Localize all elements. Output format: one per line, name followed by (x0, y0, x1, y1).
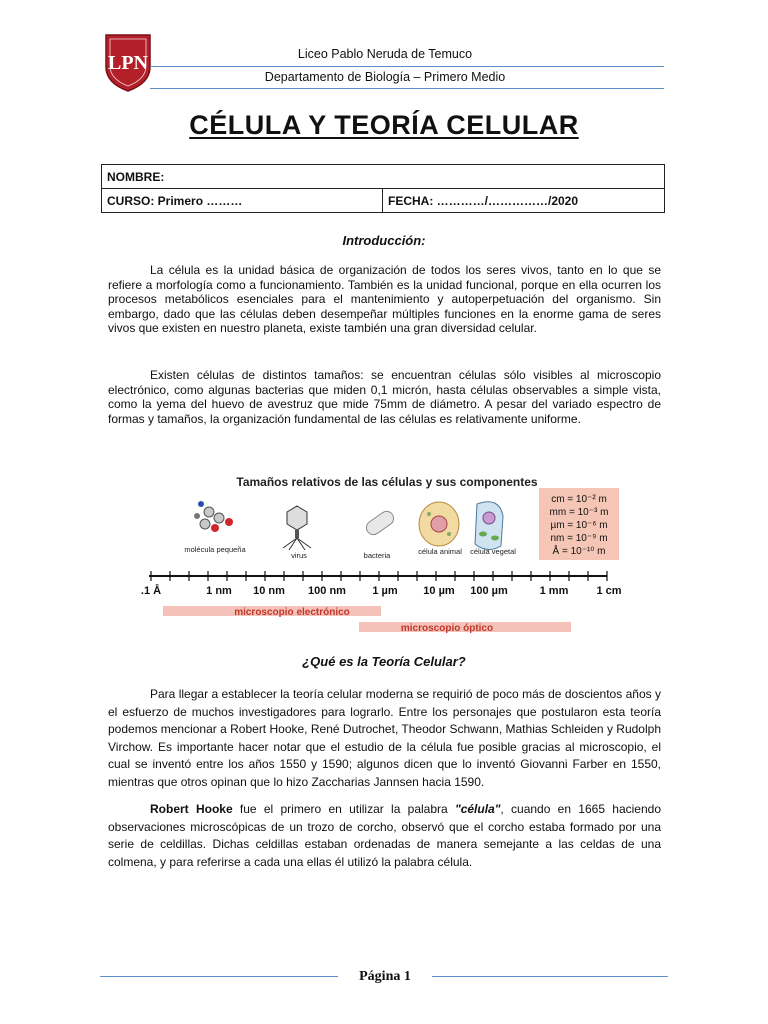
intro-heading: Introducción: (342, 233, 426, 248)
school-name: Liceo Pablo Neruda de Temuco (297, 47, 473, 61)
unit-label: mm = 10⁻³ m (549, 507, 609, 518)
student-info-table (101, 164, 665, 213)
footer-rule (432, 976, 668, 977)
theory-heading: ¿Qué es la Teoría Celular? (302, 654, 466, 669)
unit-label: nm = 10⁻⁹ m (550, 533, 608, 544)
optical-microscope-label: microscopio óptico (400, 623, 494, 634)
unit-label: cm = 10⁻² m (551, 494, 607, 505)
scale-label: 100 nm (308, 585, 346, 597)
small-molecule-illustration (194, 501, 233, 532)
plant-cell-illustration (475, 502, 503, 550)
header-rule (150, 88, 664, 89)
electron-microscope-label: microscopio electrónico (234, 607, 350, 618)
department-name: Departamento de Biología – Primero Medio (264, 70, 506, 84)
name-field: NOMBRE: (102, 165, 665, 189)
intro-paragraph-2: Existen células de distintos tamaños: se encuentran células sólo visibles al microscopio electrónico, como algunas bacterias que miden 0,1 micrón, hasta células observables a simple vista, como la yema del huevo de avestruz que mide 75mm de diámetro. A pesar del variado espectro de formas y tamaños, la organización fundamental de las células es relativamente uniforme. (108, 368, 661, 426)
header-rule (150, 66, 664, 67)
scale-label: 1 mm (539, 585, 569, 597)
bacteria-illustration (364, 509, 397, 538)
logo-text: LPN (108, 52, 148, 74)
item-label: bacteria (363, 551, 391, 560)
theory-paragraph-2: Robert Hooke fue el primero en utilizar la palabra "célula", cuando en 1665 haciendo observaciones microscópicas de un trozo de corcho, observó que el corcho estaba formado por una serie de celdillas. Dichas celdillas estaban ordenadas de manera semejante a las celdas de una colmena, y para referirse a cada una ellas él utilizó la palabra célula. (108, 802, 661, 869)
hooke-name: Robert Hooke (150, 802, 233, 816)
course-field: CURSO: Primero ……… (102, 189, 383, 213)
unit-label: Å = 10⁻¹⁰ m (552, 546, 606, 557)
scale-label: 1 nm (206, 585, 232, 597)
cell-word: "célula" (455, 802, 501, 816)
scale-label: .1 Å (140, 585, 162, 597)
cell-size-figure (137, 466, 629, 638)
animal-cell-illustration (419, 502, 459, 546)
scale-label: 10 µm (423, 585, 455, 597)
scale-label: 10 nm (253, 585, 285, 597)
scale-label: 1 cm (596, 585, 622, 597)
virus-illustration (283, 506, 311, 550)
intro-paragraph-1: La célula es la unidad básica de organización de todos los seres vivos, tanto en lo que se refiere a morfología como a funcionamiento. También es la unidad funcional, porque en ella ocurren los procesos metabólicos esenciales para el mantenimiento y autoperpetuación del organismo. Sin embargo, dado que las células deben desempeñar múltiples funciones en la enorme gama de seres vivos que existen en nuestro planeta, existe también una gran diversidad celular. (108, 263, 661, 335)
school-logo (104, 33, 152, 93)
theory-paragraph-1: Para llegar a establecer la teoría celular moderna se requirió de poco más de doscientos años y el esfuerzo de muchos investigadores para lograrlo. Entre los personajes que postularon esta teoría podemos mencionar a Robert Hooke, René Dutrochet, Theodor Schwann, Mathias Schleiden y Rudolph Virchow. Es importante hacer notar que el estudio de la célula fue posible gracias al microscopio, el cual se inventó entre los años 1550 y 1590; algunos dicen que lo inventó Giovanni Farber en 1550, mientras que otros opinan que lo hizo Zaccharias Jannsen hacia 1590. (108, 687, 661, 789)
page-number: Página 1 (359, 969, 411, 984)
item-label: célula animal (418, 547, 462, 556)
footer-rule (100, 976, 338, 977)
date-field: FECHA: …………/……………/2020 (383, 189, 665, 213)
item-label: virus (291, 551, 307, 560)
item-label: molécula pequeña (184, 545, 246, 554)
scale-label: 100 µm (470, 585, 508, 597)
unit-label: µm = 10⁻⁶ m (550, 520, 608, 531)
scale-label: 1 µm (372, 585, 398, 597)
figure-title: Tamaños relativos de las células y sus componentes (236, 475, 538, 489)
page-title: CÉLULA Y TEORÍA CELULAR (189, 110, 579, 140)
item-label: célula vegetal (470, 547, 516, 556)
